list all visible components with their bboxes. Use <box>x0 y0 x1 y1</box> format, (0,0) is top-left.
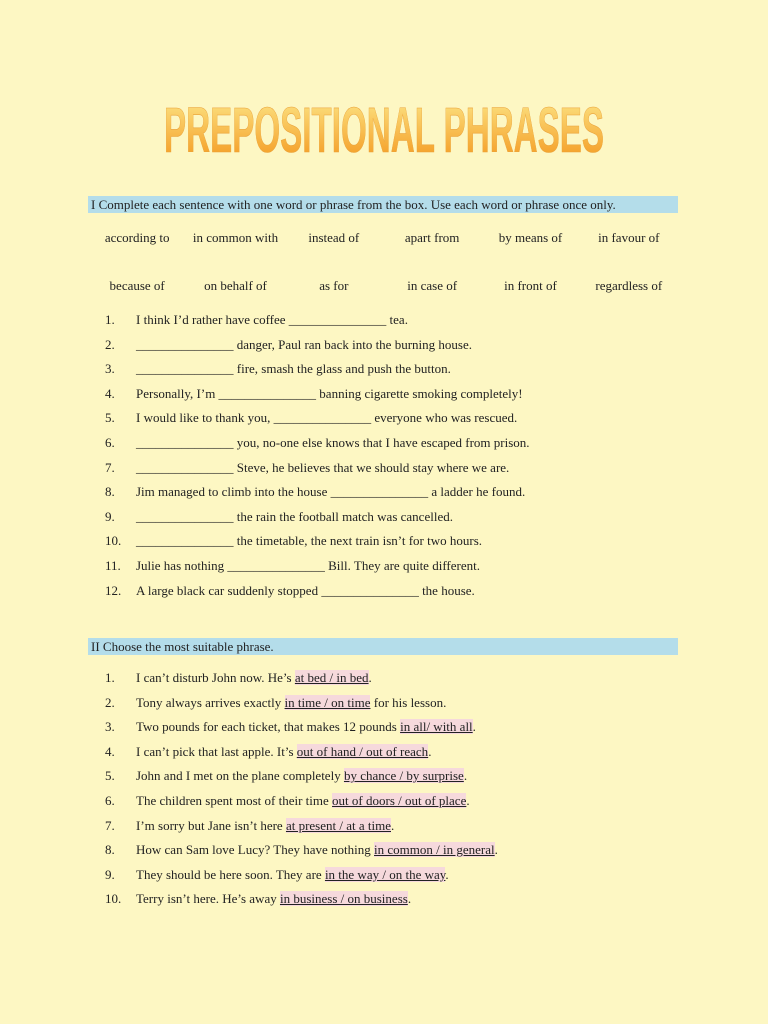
question-text: _______________ fire, smash the glass and push the button. <box>136 361 451 377</box>
question-number: 8. <box>105 842 115 858</box>
question-item <box>105 460 705 485</box>
question-text-before: How can Sam love Lucy? They have nothing <box>136 842 375 858</box>
question-item <box>105 435 705 460</box>
question-item <box>105 842 705 867</box>
question-item <box>105 744 705 769</box>
question-text-before: Tony always arrives exactly <box>136 694 285 710</box>
question-number: 5. <box>105 768 115 784</box>
question-number: 7. <box>105 817 115 833</box>
question-text <box>136 695 446 720</box>
question-item <box>105 867 705 892</box>
question-text-before: The children spent most of their time <box>136 792 333 808</box>
question-item <box>105 312 705 337</box>
question-text <box>136 719 476 744</box>
question-number: 2. <box>105 694 115 710</box>
question-text: I think I’d rather have coffee _______________ tea. <box>136 312 408 327</box>
question-item <box>105 361 705 386</box>
word-box-item: in front of <box>504 278 557 293</box>
section-1-questions <box>105 312 705 607</box>
question-number: 11. <box>105 557 121 573</box>
answer-options[interactable]: at present / at a time <box>285 817 391 833</box>
question-number: 9. <box>105 866 115 882</box>
answer-options[interactable]: by chance / by surprise <box>343 768 464 784</box>
question-item <box>105 337 705 362</box>
question-item <box>105 533 705 558</box>
question-text <box>136 744 431 769</box>
question-text: I would like to thank you, _______________ everyone who was rescued. <box>136 410 518 426</box>
question-item <box>105 818 705 843</box>
question-text-after: . <box>445 866 449 882</box>
question-text-before: Two pounds for each ticket, that makes 12 pounds <box>136 719 401 735</box>
page-title <box>0 86 768 166</box>
question-text-after: . <box>368 670 372 685</box>
answer-options[interactable]: in common / in general <box>374 842 495 858</box>
question-number: 3. <box>105 361 115 377</box>
section-1-instruction: I Complete each sentence with one word or phrase from the box. Use each word or phrase once only. <box>88 196 678 213</box>
question-text <box>136 891 411 916</box>
question-number: 10. <box>105 533 122 549</box>
question-text: _______________ you, no-one else knows that I have escaped from prison. <box>136 434 530 450</box>
question-text <box>136 842 498 867</box>
word-box-item: because of <box>109 278 165 293</box>
question-number: 6. <box>105 792 115 808</box>
question-text <box>136 670 372 695</box>
word-box-item: by means of <box>498 230 563 245</box>
question-text: _______________ Steve, he believes that we should stay where we are. <box>136 459 510 475</box>
question-item <box>105 484 705 509</box>
answer-options[interactable]: in all/ with all <box>400 719 473 735</box>
question-text <box>136 818 394 843</box>
question-text-after: . <box>428 743 432 759</box>
word-box-item: on behalf of <box>204 278 267 293</box>
question-text <box>136 768 467 793</box>
section-2-instruction: II Choose the most suitable phrase. <box>88 638 678 655</box>
question-number: 5. <box>105 410 115 426</box>
answer-options[interactable]: out of doors / out of place <box>332 792 467 808</box>
question-text: Julie has nothing _______________ Bill. They are quite different. <box>136 557 480 573</box>
question-number: 4. <box>105 743 115 759</box>
question-item <box>105 768 705 793</box>
title-text: PREPOSITIONAL PHRASES <box>164 94 604 166</box>
question-text-before: I can’t disturb John now. He’s <box>136 670 295 685</box>
word-box-item: according to <box>104 230 170 245</box>
question-text: Personally, I’m _______________ banning cigarette smoking completely! <box>136 385 523 401</box>
question-text: A large black car suddenly stopped _______________ the house. <box>136 582 475 598</box>
question-text <box>136 793 470 818</box>
question-text-after: . <box>466 792 470 808</box>
question-item <box>105 670 705 695</box>
question-text-after: . <box>463 768 468 784</box>
question-number: 4. <box>105 385 115 401</box>
question-number: 1. <box>105 670 115 685</box>
question-number: 12. <box>105 582 122 598</box>
word-box-row-2 <box>88 278 678 294</box>
question-item <box>105 386 705 411</box>
question-number: 1. <box>105 312 115 327</box>
word-box-item: in common with <box>192 230 279 245</box>
question-item <box>105 891 705 916</box>
question-text-after: . <box>472 719 476 735</box>
question-number: 9. <box>105 508 115 524</box>
question-text <box>136 867 449 892</box>
question-item <box>105 583 705 608</box>
question-item <box>105 793 705 818</box>
word-box-item: apart from <box>404 230 460 245</box>
question-number: 6. <box>105 434 115 450</box>
question-text-after: . <box>494 842 498 858</box>
question-text: _______________ the rain the football match was cancelled. <box>136 508 453 524</box>
question-item <box>105 558 705 583</box>
question-text: _______________ danger, Paul ran back into the burning house. <box>136 336 472 352</box>
question-text-before: I can’t pick that last apple. It’s <box>136 743 297 759</box>
question-text-before: They should be here soon. They are <box>136 866 325 882</box>
word-box-item: regardless of <box>595 278 663 293</box>
word-box-item: in favour of <box>598 230 660 245</box>
title-wordart <box>154 86 614 166</box>
answer-options[interactable]: at bed / in bed <box>294 670 369 685</box>
question-text-after: . <box>407 891 412 907</box>
question-number: 8. <box>105 484 115 500</box>
answer-options[interactable]: in the way / on the way <box>324 866 446 882</box>
question-item <box>105 509 705 534</box>
word-box-item: instead of <box>308 230 360 245</box>
question-text-after: . <box>391 817 395 833</box>
word-box-item: as for <box>319 278 349 293</box>
answer-options[interactable]: in business / on business <box>279 891 408 907</box>
question-text: Jim managed to climb into the house _______________ a ladder he found. <box>136 484 526 500</box>
question-text-before: John and I met on the plane completely <box>136 768 344 784</box>
question-item <box>105 719 705 744</box>
question-number: 10. <box>105 891 122 907</box>
question-text-before: Terry isn’t here. He’s away <box>136 891 280 907</box>
word-box-item: in case of <box>407 278 458 293</box>
section-2-questions <box>105 670 705 916</box>
question-number: 7. <box>105 459 115 475</box>
question-text-after: for his lesson. <box>370 694 447 710</box>
question-number: 2. <box>105 336 115 352</box>
question-item <box>105 410 705 435</box>
question-text-before: I’m sorry but Jane isn’t here <box>136 817 286 833</box>
answer-options[interactable]: in time / on time <box>284 694 371 710</box>
question-text: _______________ the timetable, the next train isn’t for two hours. <box>136 533 483 549</box>
question-item <box>105 695 705 720</box>
question-number: 3. <box>105 719 115 735</box>
answer-options[interactable]: out of hand / out of reach <box>296 743 429 759</box>
word-box-row-1 <box>88 230 678 246</box>
